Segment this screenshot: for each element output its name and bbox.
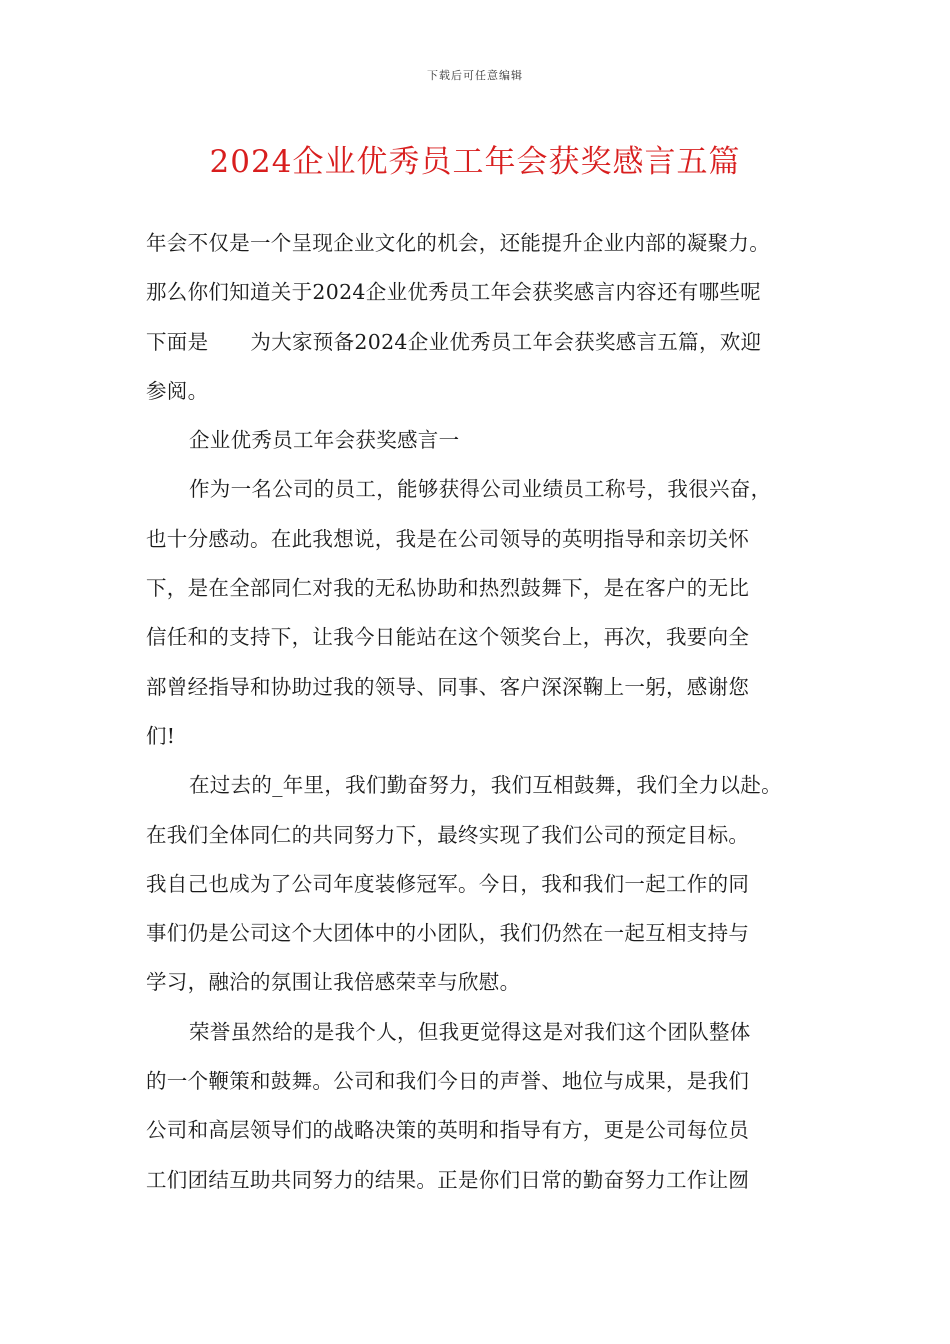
paragraph-line: 信任和的支持下，让我今日能站在这个领奖台上，再次，我要向全 [146,625,750,650]
header-note: 下载后可任意编辑 [427,69,523,82]
intro-line: 年会不仅是一个呈现企业文化的机会，还能提升企业内部的凝聚力。 [146,231,770,255]
section-heading: 企业优秀员工年会获奖感言一 [189,428,460,453]
paragraph-line: 在过去的_年里，我们勤奋努力，我们互相鼓舞，我们全力以赴。 [189,773,782,798]
paragraph-line: 事们仍是公司这个大团体中的小团队，我们仍然在一起互相支持与 [146,921,750,946]
intro-line [146,325,826,374]
intro-line: 那么你们知道关于2024企业优秀员工年会获奖感言内容还有哪些呢 [146,280,761,305]
document-body [146,226,826,1212]
intro-line: 参阅。 [146,378,209,403]
paragraph-line: 们! [146,723,176,748]
paragraph-line: 在我们全体同仁的共同努力下，最终实现了我们公司的预定目标。 [146,822,750,847]
paragraph-line: 学习，融洽的氛围让我倍感荣幸与欣慰。 [146,970,521,995]
paragraph-line: 作为一名公司的员工，能够获得公司业绩员工称号，我很兴奋， [189,477,772,502]
document-title: 2024企业优秀员工年会获奖感言五篇 [209,144,741,180]
paragraph-line: 公司和高层领导们的战略决策的英明和指导有方，更是公司每位员 [146,1118,750,1143]
paragraph-line: 的一个鞭策和鼓舞。公司和我们今日的声誉、地位与成果，是我们 [146,1069,750,1094]
intro-line-end: 为大家预备2024企业优秀员工年会获奖感言五篇，欢迎 [250,329,762,354]
paragraph-line: 荣誉虽然给的是我个人，但我更觉得这是对我们这个团队整体 [189,1019,751,1044]
paragraph-line: 我自己也成为了公司年度装修冠军。今日，我和我们一起工作的同 [146,871,750,896]
intro-line-start: 下面是 [146,329,209,354]
paragraph-line: 下，是在全部同仁对我的无私协助和热烈鼓舞下，是在客户的无比 [146,576,750,601]
paragraph-line: 部曾经指导和协助过我的领导、同事、客户深深鞠上一躬，感谢您 [146,674,750,699]
paragraph-line: 工们团结互助共同努力的结果。正是你们日常的勤奋努力工作让囫 [146,1167,750,1192]
paragraph-line: 也十分感动。在此我想说，我是在公司领导的英明指导和亲切关怀 [146,526,750,551]
